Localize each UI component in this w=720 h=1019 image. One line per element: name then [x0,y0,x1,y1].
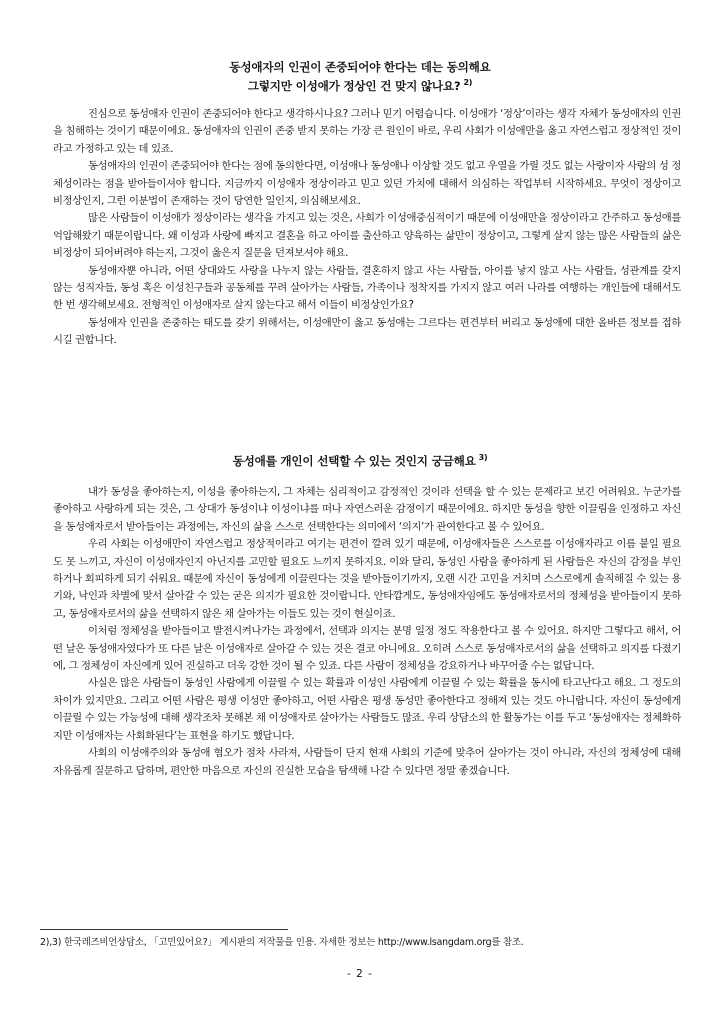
heading-1-line-2 [40,77,680,96]
page-number: - 2 - [347,968,373,980]
heading-1-line-1: 동성애자의 인권이 존중되어야 한다는 데는 동의해요 [229,60,491,74]
section-1-paragraph: 많은 사람들이 이성애가 정상이라는 생각을 가지고 있는 것은, 사회가 이성애중심적이기 때문에 이성애만을 정상이라고 간주하고 동성애를 억압해왔기 때문이랍니다. 왜 이성과 사랑에 빠지고 결혼을 하고 아이를 출산하고 양육하는 삶만이 정상이고, 그렇게 살지 않는 많은 사람들의 삶은 비정상이 되어버려야 하는지, 그것이 옳은지 질문을 던져보셔야 해요. [53,212,681,260]
section-2-paragraph: 이처럼 정체성을 받아들이고 발전시켜나가는 과정에서, 선택과 의지는 분명 일정 정도 작용한다고 볼 수 있어요. 하지만 그렇다고 해서, 어떤 날은 동성애자였다가 또 다른 날은 이성애자로 살아갈 수 있는 것은 결코 아니에요. 오히려 스스로 동성애자로서의 삶을 선택하고 의지를 다졌기에, 그 정체성이 자신에게 있어 진실하고 더욱 강한 것이 될 수 있죠. 다른 사람이 정체성을 강요하거나 바꾸어줄 수는 없답니다. [53,625,681,673]
section-2-body [53,484,681,780]
heading-2-text: 동성애를 개인이 선택할 수 있는 것인지 궁금해요 [232,454,476,468]
footnote-ref-2: 2) [463,78,473,88]
section-1-paragraph: 동성애자 인권을 존중하는 태도를 갖기 위해서는, 이성애만이 옳고 동성애는 그르다는 편견부터 버리고 동성애에 대한 올바른 정보를 접하시길 권합니다. [53,316,681,347]
section-1-body [53,106,681,350]
section-1-paragraph: 동성애자의 인권이 존중되어야 한다는 점에 동의한다면, 이성애나 동성애나 이상할 것도 없고 우열을 가릴 것도 없는 사랑이자 사람의 성 정체성이라는 점을 받아들이셔야 합니다. 지금까지 이성애자 정상이라고 믿고 있던 가치에 대해서 의심하는 작업부터 시작하세요. 무엇이 정상이고 비정상인지, 그런 이분법이 존재하는 것이 당연한 일인지, 의심해보세요. [53,160,681,208]
footnote-divider [40,929,288,930]
section-2-paragraph: 우리 사회는 이성애만이 자연스럽고 정상적이라고 여기는 편견이 깔려 있기 때문에, 이성애자들은 스스로를 이성애자라고 이름 붙일 필요도 못 느끼고, 자신이 이성애자인지 아닌지를 고민할 필요도 느끼지 못하지요. 이와 달리, 동성인 사람을 좋아하게 된 사람들은 자신의 감정을 부인하거나 회피하게 되기 쉬워요. 때문에 자신이 동성에게 이끌린다는 것을 받아들이기까지, 오랜 시간 고민을 거치며 스스로에게 솔직해질 수 있는 용기와, 낙인과 차별에 맞서 살아갈 수 있는 굳은 의지가 필요한 것이랍니다. 안타깝게도, 동성애자임에도 동성애자로서의 정체성을 받아들이지 못하고, 동성애자로서의 삶을 선택하지 않은 채 살아가는 이들도 있는 것이 현실이죠. [53,538,681,620]
section-1-paragraph: 동성애자뿐 아니라, 어떤 상대와도 사랑을 나누지 않는 사람들, 결혼하지 않고 사는 사람들, 아이를 낳지 않고 사는 사람들, 성관계를 갖지 않는 성직자들, 동성 혹은 이성친구들과 공동체를 꾸려 살아가는 사람들, 가족이나 정착지를 가지지 않고 여러 나라를 여행하는 개인들에 대해서도 한 번 생각해보세요. 전형적인 이성애자로 살지 않는다고 해서 이들이 비정상인가요? [53,264,681,312]
heading-1-line-2-text: 그렇지만 이성애가 정상인 건 맞지 않나요? [247,79,461,93]
section-1-paragraph: 진심으로 동성애자 인권이 존중되어야 한다고 생각하시나요? 그러나 믿기 어렵습니다. 이성애가 ‘정상’이라는 생각 자체가 동성애자의 인권을 침해하는 것이기 때문이에요. 동성애자의 인권이 존중 받지 못하는 가장 큰 원인이 바로, 우리 사회가 이성애만을 옳고 자연스럽고 정상적인 것이라고 가정하고 있는 데 있죠. [53,108,681,155]
footnote: 2),3) 한국레즈비언상담소, 「고민있어요?」 게시판의 저작물을 인용. 자세한 정보는 http://www.lsangdam.org를 참조. [40,937,524,948]
heading-2 [40,452,680,471]
section-2-paragraph: 내가 동성을 좋아하는지, 이성을 좋아하는지, 그 자체는 심리적이고 감정적인 것이라 선택을 할 수 있는 문제라고 보긴 어려워요. 누군가를 좋아하고 사랑하게 되는 것은, 그 상대가 동성이냐 이성이냐를 떠나 자연스러운 감정이기 때문이에요. 하지만 동성을 향한 이끌림을 인정하고 자신을 동성애자로서 받아들이는 과정에는, 자신의 삶을 스스로 선택한다는 의미에서 ‘의지’가 관여한다고 볼 수 있어요. [53,486,681,533]
footnote-ref-3: 3) [478,453,488,463]
section-2-paragraph: 사실은 많은 사람들이 동성인 사람에게 이끌릴 수 있는 확률과 이성인 사람에게 이끌릴 수 있는 확률을 동시에 타고난다고 해요. 그 정도의 차이가 있지만요. 그리고 어떤 사람은 평생 이성만 좋아하고, 어떤 사람은 평생 동성만 좋아한다고 정해져 있는 것도 아니랍니다. 자신이 동성에게 이끌릴 수 있는 가능성에 대해 생각조차 못해본 채 이성애자로 살아가는 사람들도 많죠. 우리 상담소의 한 활동가는 이를 두고 ‘동성애자는 정체화하지만 이성애자는 사회화된다’는 표현을 하기도 했답니다. [53,677,681,742]
section-2-paragraph: 사회의 이성애주의와 동성애 혐오가 점차 사라져, 사람들이 단지 현재 사회의 기준에 맞추어 살아가는 것이 아니라, 자신의 정체성에 대해 자유롭게 질문하고 답하며, 편안한 마음으로 자신의 진실한 모습을 탐색해 나갈 수 있다면 정말 좋겠습니다. [53,747,681,777]
